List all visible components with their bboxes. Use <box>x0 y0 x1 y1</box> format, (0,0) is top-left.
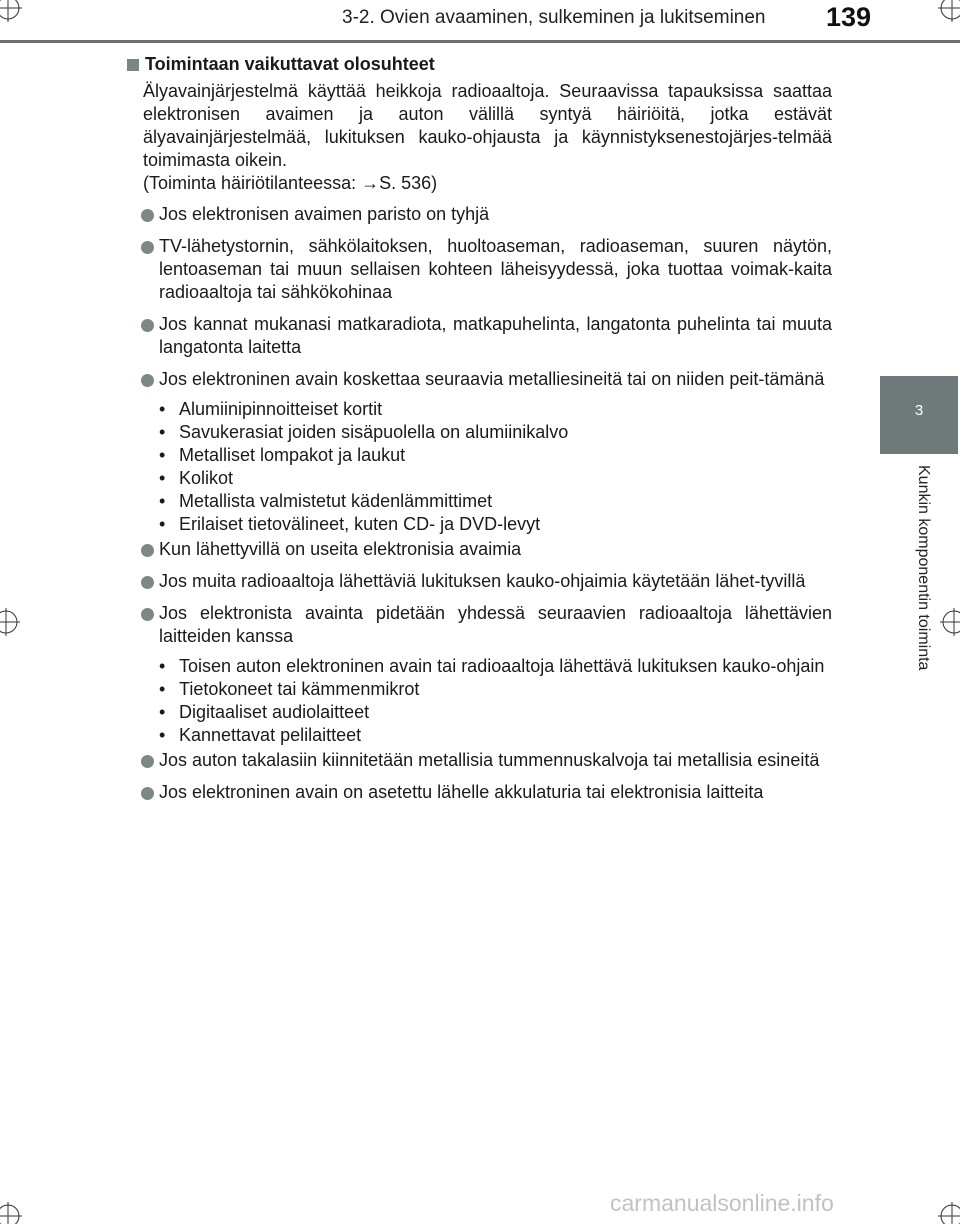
list-item-text: Jos muita radioaaltoja lähettäviä lukituksen kauko-ohjaimia käytetään lähet-tyvillä <box>159 571 806 591</box>
header-rule <box>0 40 960 43</box>
list-item-text: TV-lähetystornin, sähkölaitoksen, huoltoaseman, radioaseman, suuren näytön, lentoaseman tai muun sellaisen kohteen läheisyydessä, joka tuottaa voimak-kaita radioaaltoja tai sähkökohinaa <box>159 236 832 302</box>
chapter-number: 3 <box>914 402 924 419</box>
list-item-text: Jos kannat mukanasi matkaradiota, matkapuhelinta, langatonta puhelinta tai muuta langatonta laitetta <box>159 314 832 357</box>
intro-block <box>143 80 832 195</box>
round-bullet-icon <box>141 787 154 800</box>
crop-mark-bottom-left <box>0 1194 30 1224</box>
device-items-list <box>127 655 832 747</box>
dot-marker: • <box>159 491 166 511</box>
running-header-title: 3-2. Ovien avaaminen, sulkeminen ja lukitseminen <box>342 7 766 28</box>
list-item <box>127 749 832 772</box>
round-bullet-icon <box>141 608 154 621</box>
dot-marker: • <box>159 514 166 534</box>
list-item <box>127 368 832 391</box>
round-bullet-icon <box>141 755 154 768</box>
list-item-text: Jos auton takalasiin kiinnitetään metallisia tummennuskalvoja tai metallisia esineitä <box>159 750 820 770</box>
reference-note: (Toiminta häiriötilanteessa: →S. 536) <box>143 173 438 193</box>
section-heading <box>127 53 832 76</box>
sub-list-item: • Alumiinipinnoitteiset kortit <box>159 399 383 419</box>
sub-list-item: • Digitaaliset audiolaitteet <box>159 702 370 722</box>
round-bullet-icon <box>141 241 154 254</box>
sub-list-item: • Tietokoneet tai kämmenmikrot <box>159 679 420 699</box>
watermark-link[interactable]: carmanualsonline.info <box>610 1190 834 1216</box>
sub-list-item: • Savukerasiat joiden sisäpuolella on alumiinikalvo <box>159 422 569 442</box>
dot-marker: • <box>159 422 166 442</box>
list-item-text: Jos elektroninen avain on asetettu lähelle akkulaturia tai elektronisia laitteita <box>159 782 764 802</box>
round-bullet-icon <box>141 319 154 332</box>
dot-marker: • <box>159 656 166 676</box>
list-item-text: Jos elektronisen avaimen paristo on tyhjä <box>159 204 490 224</box>
dot-marker: • <box>159 468 166 488</box>
intro-paragraph: Älyavainjärjestelmä käyttää heikkoja radioaaltoja. Seuraavissa tapauksissa saattaa elektronisen avaimen ja auton välillä syntyä häiriöitä, jotka estävät älyavainjärjestelmää, lukituksen kauko-ohjausta ja käynnistyksenestojärjes-telmää toimimasta oikein. <box>143 81 832 170</box>
dot-marker: • <box>159 399 166 419</box>
crop-mark-top-right <box>930 0 960 30</box>
chapter-side-label: Kunkin komponentin toiminta <box>915 465 932 671</box>
square-bullet-icon <box>127 59 139 71</box>
dot-marker: • <box>159 679 166 699</box>
list-item <box>127 781 832 804</box>
crop-mark-right-middle <box>936 604 960 640</box>
sub-list-item: • Toisen auton elektroninen avain tai radioaaltoja lähettävä lukituksen kauko-ohjain <box>159 656 825 676</box>
list-item <box>127 538 832 561</box>
sub-list-item: • Kolikot <box>159 468 234 488</box>
crop-mark-left-middle <box>0 604 24 640</box>
sub-list-item: • Metallista valmistetut kädenlämmittimet <box>159 491 493 511</box>
round-bullet-icon <box>141 209 154 222</box>
list-item-text: Jos elektroninen avain koskettaa seuraavia metalliesineitä tai on niiden peit-tämänä <box>159 369 825 389</box>
sub-list-item: • Erilaiset tietovälineet, kuten CD- ja DVD-levyt <box>159 514 541 534</box>
page-number: 139 <box>826 2 872 32</box>
sub-list-item: • Metalliset lompakot ja laukut <box>159 445 406 465</box>
section-heading-text: Toimintaan vaikuttavat olosuhteet <box>145 54 435 74</box>
list-item <box>127 203 832 226</box>
metal-items-list <box>127 398 832 536</box>
crop-mark-top-left <box>0 0 30 30</box>
dot-marker: • <box>159 702 166 722</box>
list-item-text: Kun lähettyvillä on useita elektronisia avaimia <box>159 539 522 559</box>
round-bullet-icon <box>141 374 154 387</box>
sub-list-item: • Kannettavat pelilaitteet <box>159 725 362 745</box>
dot-marker: • <box>159 725 166 745</box>
list-item <box>127 602 832 648</box>
dot-marker: • <box>159 445 166 465</box>
list-item <box>127 570 832 593</box>
main-content <box>127 53 832 813</box>
round-bullet-icon <box>141 544 154 557</box>
list-item-text: Jos elektronista avainta pidetään yhdessä seuraavien radioaaltoja lähettävien laitteiden kanssa <box>159 603 832 646</box>
crop-mark-bottom-right <box>930 1194 960 1224</box>
list-item <box>127 313 832 359</box>
round-bullet-icon <box>141 576 154 589</box>
list-item <box>127 235 832 304</box>
chapter-tab <box>880 376 958 454</box>
